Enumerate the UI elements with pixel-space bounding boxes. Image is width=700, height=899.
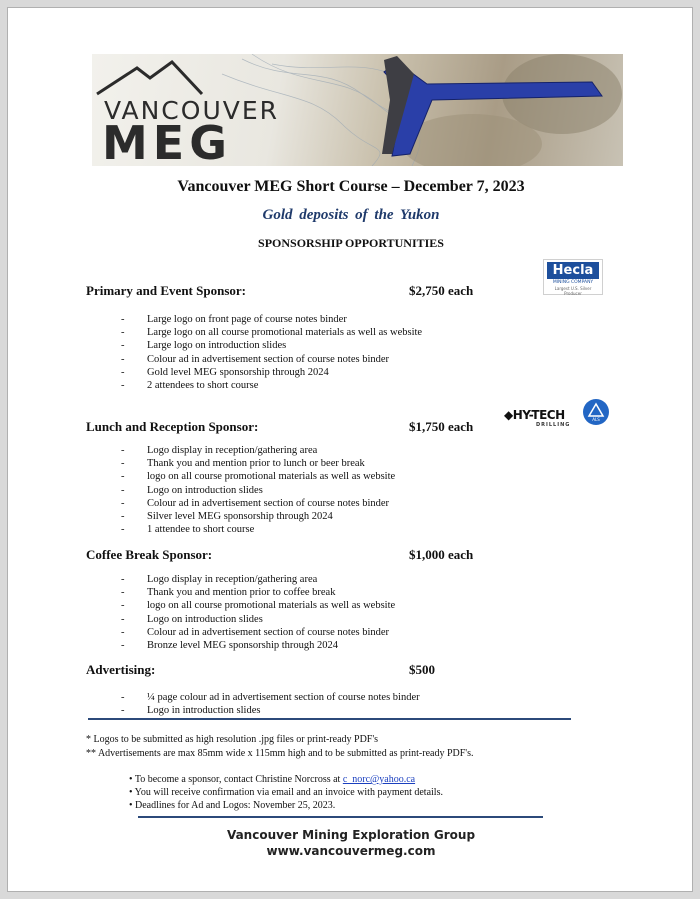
list-item: - Large logo on front page of course notes binder bbox=[121, 314, 347, 325]
list-item: - Logo display in reception/gathering area bbox=[121, 445, 318, 456]
page-title: Vancouver MEG Short Course – December 7, 2023 bbox=[177, 178, 525, 195]
mountain-icon bbox=[97, 62, 202, 94]
section-name-coffee: Coffee Break Sponsor: bbox=[86, 547, 213, 562]
hecla-logo-name: Hecla bbox=[547, 262, 599, 279]
list-item: - logo on all course promotional materials as well as website bbox=[121, 600, 396, 612]
section-price-coffee: $1,000 each bbox=[409, 547, 474, 562]
list-item: - Thank you and mention prior to lunch or beer break bbox=[121, 458, 365, 470]
section-price-advertising: $500 bbox=[409, 662, 435, 677]
list-item: - ¼ page colour ad in advertisement section of course notes binder bbox=[121, 692, 420, 703]
hytech-logo-name: HY-TECH bbox=[512, 408, 565, 422]
footer-url[interactable]: www.vancouvermeg.com bbox=[266, 844, 436, 858]
section-price-primary: $2,750 each bbox=[409, 283, 474, 298]
list-item: - Logo in introduction slides bbox=[121, 705, 261, 717]
hecla-logo bbox=[543, 259, 603, 295]
list-item: - Logo on introduction slides bbox=[121, 484, 263, 496]
section-list-coffee bbox=[121, 573, 395, 652]
list-item: - Silver level MEG sponsorship through 2024 bbox=[121, 510, 333, 522]
hytech-logo-sub: DRILLING bbox=[536, 422, 571, 428]
list-item: - Colour ad in advertisement section of course notes binder bbox=[121, 497, 390, 509]
footnotes bbox=[86, 733, 474, 761]
contact-line: • Deadlines for Ad and Logos: November 25, 2023. bbox=[129, 800, 336, 811]
hecla-logo-tag: Largest U.S. Silver Producer bbox=[554, 286, 592, 296]
footnote: * Logos to be submitted as high resolution .jpg files or print-ready PDF's bbox=[86, 734, 379, 745]
list-item: - Large logo on introduction slides bbox=[121, 340, 287, 352]
list-item: - Colour ad in advertisement section of course notes binder bbox=[121, 626, 390, 638]
list-item: - Gold level MEG sponsorship through 2024 bbox=[121, 366, 329, 378]
page-subtitle: Gold deposits of the Yukon bbox=[262, 207, 440, 223]
logo-text-bottom: MEG bbox=[102, 116, 232, 166]
als-logo-name: ALS bbox=[592, 417, 600, 422]
footer-org: Vancouver Mining Exploration Group bbox=[226, 828, 476, 842]
diamond-icon: ◆ bbox=[504, 408, 513, 422]
list-item: - logo on all course promotional materials as well as website bbox=[121, 471, 396, 483]
hytech-logo bbox=[504, 408, 565, 422]
als-triangle-icon bbox=[583, 399, 609, 425]
list-item: - Bronze level MEG sponsorship through 2024 bbox=[121, 639, 339, 651]
contact-info bbox=[129, 773, 443, 812]
divider-line bbox=[88, 718, 571, 720]
section-list-primary bbox=[121, 313, 422, 392]
document-page bbox=[7, 7, 693, 892]
header-banner bbox=[92, 54, 623, 166]
list-item: - Large logo on all course promotional materials as well as website bbox=[121, 327, 423, 339]
contact-line: • To become a sponsor, contact Christine Norcross at c_norc@yahoo.ca bbox=[129, 774, 416, 785]
section-list-lunch bbox=[121, 444, 395, 536]
list-item: - Logo on introduction slides bbox=[121, 613, 263, 625]
list-item: - 2 attendees to short course bbox=[121, 379, 259, 391]
footnote: ** Advertisements are max 85mm wide x 115mm high and to be submitted as print-ready PDF's. bbox=[86, 748, 474, 759]
list-item: - Logo display in reception/gathering area bbox=[121, 574, 318, 585]
section-heading: SPONSORSHIP OPPORTUNITIES bbox=[258, 236, 444, 250]
divider-line bbox=[138, 816, 543, 818]
list-item: - Thank you and mention prior to coffee break bbox=[121, 587, 336, 599]
section-name-lunch: Lunch and Reception Sponsor: bbox=[86, 419, 259, 434]
section-list-advertising bbox=[121, 691, 420, 717]
list-item: - Colour ad in advertisement section of course notes binder bbox=[121, 353, 390, 365]
section-name-primary: Primary and Event Sponsor: bbox=[86, 283, 246, 298]
als-logo bbox=[583, 399, 609, 425]
hecla-logo-sub: MINING COMPANY bbox=[552, 280, 594, 285]
contact-line: • You will receive confirmation via email and an invoice with payment details. bbox=[129, 787, 443, 798]
list-item: - 1 attendee to short course bbox=[121, 524, 255, 536]
email-link[interactable]: c_norc@yahoo.ca bbox=[342, 774, 416, 785]
logo-text-top: VANCOUVER bbox=[104, 96, 280, 125]
section-price-lunch: $1,750 each bbox=[409, 419, 474, 434]
section-name-advertising: Advertising: bbox=[86, 662, 156, 677]
